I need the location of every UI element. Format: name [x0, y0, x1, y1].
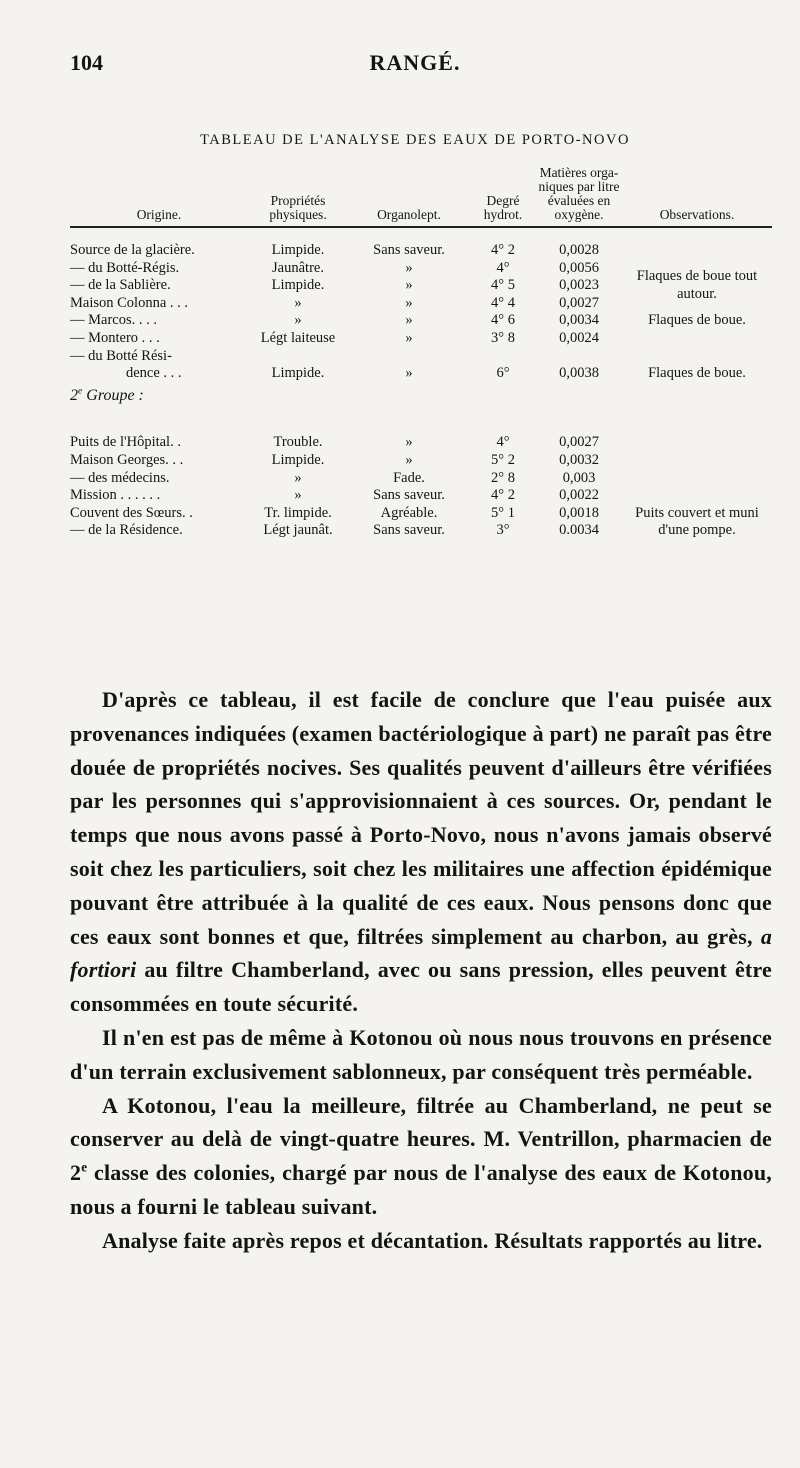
paragraph-4: Analyse faite après repos et décantation. Résultats rapportés au litre. [102, 1227, 763, 1253]
cell-degre: 3° [496, 522, 510, 539]
page-header [70, 50, 760, 80]
cell-matieres: 0,003 [562, 469, 596, 486]
cell-organolept: Sans saveur. [373, 242, 445, 258]
table-row [70, 365, 772, 383]
superscript: e [81, 1159, 88, 1175]
cell-organolept: Sans saveur. [373, 487, 445, 504]
cell-proprietes: Limpide. [271, 277, 325, 294]
cell-degre: 5° 2 [491, 451, 515, 468]
cell-degre: 4° 2 [491, 487, 515, 504]
cell-organolept: » [405, 451, 413, 468]
cell-degre: 4° [496, 259, 510, 276]
cell-matieres: 0.0034 [559, 522, 599, 539]
cell-organolept: » [405, 294, 413, 311]
table-title: TABLEAU DE L'ANALYSE DES EAUX DE PORTO-NOVO [200, 132, 630, 148]
cell-organolept: » [405, 365, 413, 382]
paragraph-3 [70, 1089, 772, 1224]
cell-proprietes: » [294, 294, 302, 311]
body-text [70, 683, 772, 1258]
cell-matieres: 0,0027 [559, 434, 599, 451]
paragraph-1-italic: a fortiori [70, 923, 773, 983]
table-row [70, 260, 772, 278]
running-title: RANGÉ. [369, 50, 461, 75]
cell-matieres: 0,0038 [559, 365, 599, 382]
cell-degre: 4° 6 [491, 312, 515, 329]
cell-observations [622, 227, 772, 260]
paragraph-1-text: D'après ce tableau, il est facile de conclure que l'eau puisée aux provenances indiquées (examen bactériologique à part) ne paraît pas être douée de propriétés nocives. Ses qualités peuvent d'ailleurs être vérifiées par les personnes qui s'approvisionnaient à ces sources. Or, pendant le temps que nous avons passé à Porto-Novo, nous n'avons jamais observé soit chez les particuliers, soit chez les militaires une affection épidémique pouvant être attribuée à la qualité de ces eaux. Nous pensons donc que ces eaux sont bonnes et que, filtrées simplement au charbon, au grès, [70, 687, 772, 949]
col-proprietes: Propriétés physiques. [248, 166, 348, 227]
cell-organolept: » [405, 259, 413, 276]
table-spacer [70, 414, 772, 434]
cell-degre: 6° [496, 365, 510, 382]
col-organolept: Organolept. [348, 166, 470, 227]
cell-organolept: » [405, 277, 413, 294]
cell-matieres: 0,0018 [559, 504, 599, 521]
cell-degre: 4° 4 [491, 294, 515, 311]
cell-origine: — des médecins. [70, 469, 170, 486]
cell-proprietes: Légt laiteuse [260, 329, 336, 346]
cell-proprietes: » [294, 312, 302, 329]
cell-proprietes: Limpide. [271, 365, 325, 382]
cell-organolept: Fade. [393, 469, 425, 486]
cell-degre: 4° 2 [491, 242, 515, 258]
cell-degre: 5° 1 [491, 504, 515, 521]
table-row [70, 227, 772, 260]
col-degre: Degré hydrot. [470, 166, 536, 227]
table-row [70, 487, 772, 505]
paragraph-1 [70, 683, 772, 1021]
table-row [70, 312, 772, 330]
cell-organolept: Agréable. [380, 504, 438, 521]
cell-degre: 4° 5 [491, 277, 515, 294]
cell-origine: Source de la glacière. [70, 242, 195, 258]
cell-matieres: 0,0024 [559, 329, 599, 346]
cell-proprietes: » [294, 469, 302, 486]
table-row [70, 470, 772, 488]
cell-proprietes: » [294, 487, 302, 504]
cell-origine: — du Botté-Régis. [70, 259, 180, 276]
paragraph-2: Il n'en est pas de même à Kotonou où nous nous trouvons en présence d'un terrain exclusivement sablonneux, par conséquent très perméable. [70, 1024, 772, 1084]
cell-origine: Puits de l'Hôpital. . [70, 434, 181, 451]
cell-organolept: » [405, 312, 413, 329]
cell-matieres: 0,0034 [559, 312, 599, 329]
cell-matieres: 0,0027 [559, 294, 599, 311]
cell-origine: — Marcos. . . . [70, 312, 157, 329]
cell-proprietes: Tr. limpide. [264, 504, 332, 521]
cell-origine: — du Botté Rési- [70, 347, 172, 364]
cell-proprietes: Limpide. [271, 242, 325, 258]
observation-flaques: Flaques de boue. [648, 312, 746, 329]
cell-origine: Couvent des Sœurs. . [70, 504, 193, 521]
cell-proprietes: Trouble. [273, 434, 323, 451]
observation-flaques-2: Flaques de boue. [648, 365, 746, 382]
cell-proprietes: Légt jaunât. [263, 522, 333, 539]
cell-proprietes: Limpide. [271, 451, 325, 468]
cell-origine: — Montero . . . [70, 329, 160, 346]
cell-organolept: Sans saveur. [373, 522, 445, 539]
paragraph-3-text-a: A Kotonou, l'eau la meilleure, filtrée au Chamberland, ne peut se conserver au delà de vingt-quatre heures. M. Ventrillon, pharmacien de 2 [70, 1092, 772, 1186]
group-2-label: 2e Groupe : [70, 385, 144, 404]
cell-origine: — de la Sablière. [70, 277, 171, 294]
cell-origine: Maison Colonna . . . [70, 294, 189, 311]
col-matieres: Matières organiques par litre évaluées en oxygène. [536, 166, 622, 227]
table-header-row [70, 166, 772, 227]
cell-organolept: » [405, 434, 413, 451]
cell-degre: 2° 8 [491, 469, 515, 486]
observation-puits-couvert: Puits couvert et muni d'une pompe. [635, 504, 759, 539]
table-row [70, 348, 772, 366]
cell-matieres: 0,0056 [559, 259, 599, 276]
water-analysis-table [70, 166, 772, 540]
col-origine: Origine. [70, 166, 248, 227]
page-number: 104 [70, 50, 103, 75]
cell-proprietes: Jaunâtre. [272, 259, 324, 276]
cell-origine: Mission . . . . . . [70, 487, 161, 504]
cell-origine: dence . . . [126, 365, 182, 382]
table-row [70, 434, 772, 452]
paragraph-1-end: au filtre Chamberland, avec ou sans pression, elles peuvent être consommées en toute sécurité. [70, 957, 772, 1017]
cell-matieres: 0,0023 [559, 277, 599, 294]
cell-matieres: 0,0022 [559, 487, 599, 504]
cell-matieres: 0,0032 [559, 451, 599, 468]
cell-degre: 3° 8 [491, 329, 515, 346]
paragraph-3-text-b: classe des colonies, chargé par nous de l'analyse des eaux de Kotonou, nous a fourni le tableau suivant. [70, 1160, 772, 1219]
cell-matieres: 0,0028 [559, 242, 599, 258]
table-row [70, 452, 772, 470]
cell-degre: 4° [496, 434, 510, 451]
cell-organolept: » [405, 329, 413, 346]
observation-flaques-tout-autour: Flaques de boue tout autour. [636, 268, 758, 302]
table-row [70, 505, 772, 523]
cell-origine: Maison Georges. . . [70, 451, 184, 468]
cell-origine: — de la Résidence. [70, 522, 183, 539]
col-observations: Observations. [622, 166, 772, 227]
